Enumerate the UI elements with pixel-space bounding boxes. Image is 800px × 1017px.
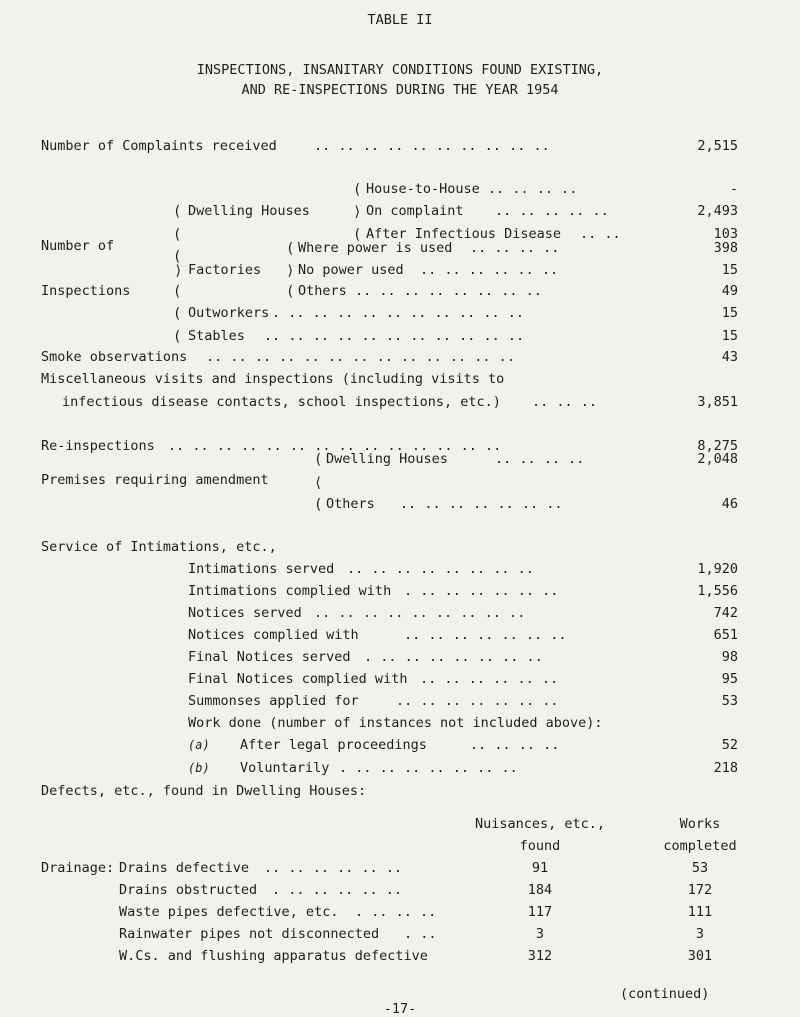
defect-dots: . ..: [404, 926, 437, 942]
intimation-row-value: 1,920: [697, 561, 738, 577]
table-title: TABLE II: [367, 12, 433, 28]
col-works-header-1: Works: [679, 816, 721, 832]
after-infectious-dots: .. ..: [580, 226, 621, 242]
defect-dots: . .. .. ..: [355, 904, 437, 920]
intimation-row-value: 742: [713, 605, 738, 621]
defect-label: Drains obstructed: [119, 882, 258, 898]
stables-dots: .. .. .. .. .. .. .. .. .. .. ..: [264, 328, 525, 344]
intimation-row-label: Final Notices served: [188, 649, 351, 665]
factory-others-dots: .. .. .. .. .. .. .. ..: [355, 283, 542, 299]
misc-line-2: infectious disease contacts, school inspections, etc.): [62, 394, 501, 410]
outworkers-label: Outworkers: [188, 305, 270, 321]
no-power-label: No power used: [298, 262, 404, 278]
voluntary-value: 218: [713, 760, 738, 776]
after-infectious-value: 103: [713, 226, 738, 242]
on-complaint-value: 2,493: [697, 203, 738, 219]
voluntary-marker: (b): [188, 761, 210, 775]
defect-found: 312: [527, 948, 553, 964]
misc-dots: .. .. ..: [532, 394, 598, 410]
outworkers-value: 15: [721, 305, 738, 321]
subtitle-line-1: INSPECTIONS, INSANITARY CONDITIONS FOUND EXISTING,: [196, 62, 604, 78]
power-used-value: 398: [713, 240, 738, 256]
house-to-house-dots: .. .. .. ..: [488, 181, 578, 197]
defect-label: W.Cs. and flushing apparatus defective: [119, 948, 428, 964]
voluntary-label: Voluntarily: [240, 760, 330, 776]
defect-found: 184: [527, 882, 553, 898]
intimation-row-value: 651: [713, 627, 738, 643]
no-power-dots: .. .. .. .. .. ..: [420, 262, 559, 278]
intimation-row-dots: . .. .. .. .. .. .. ..: [364, 649, 543, 665]
col-nuisances-header-2: found: [519, 838, 561, 854]
factories-label: Factories: [188, 262, 262, 278]
intimation-row-label: Final Notices complied with: [188, 671, 408, 687]
house-to-house-value: -: [729, 181, 738, 197]
defect-label: Drains defective: [119, 860, 250, 876]
premises-others-dots: .. .. .. .. .. .. ..: [400, 496, 563, 512]
premises-label: Premises requiring amendment: [41, 472, 269, 488]
defect-label: Waste pipes defective, etc.: [119, 904, 339, 920]
work-done-label: Work done (number of instances not included above):: [188, 715, 603, 731]
smoke-value: 43: [721, 349, 738, 365]
legal-label: After legal proceedings: [240, 737, 427, 753]
intimation-row-label: Intimations served: [188, 561, 335, 577]
on-complaint-label: On complaint: [366, 203, 464, 219]
intimation-row-label: Notices served: [188, 605, 302, 621]
intimation-row-value: 98: [721, 649, 738, 665]
power-used-label: Where power is used: [298, 240, 453, 256]
legal-dots: .. .. .. ..: [470, 737, 560, 753]
subtitle-line-2: AND RE-INSPECTIONS DURING THE YEAR 1954: [241, 82, 559, 98]
misc-value: 3,851: [697, 394, 738, 410]
smoke-dots: .. .. .. .. .. .. .. .. .. .. .. .. ..: [206, 349, 515, 365]
defect-completed: 111: [687, 904, 713, 920]
intimation-row-value: 95: [721, 671, 738, 687]
premises-dwelling-dots: .. .. .. ..: [495, 451, 585, 467]
reinspections-dots: .. .. .. .. .. .. .. .. .. .. .. .. .. ..: [168, 438, 502, 454]
smoke-label: Smoke observations: [41, 349, 188, 365]
intimation-row-label: Intimations complied with: [188, 583, 392, 599]
reinspections-label: Re-inspections: [41, 438, 155, 454]
dwelling-houses-label: Dwelling Houses: [188, 203, 310, 219]
complaints-value: 2,515: [697, 138, 738, 154]
intimation-row-dots: .. .. .. .. .. .. ..: [404, 627, 567, 643]
inspections-label-line-1: Number of: [41, 238, 115, 254]
continued-note: (continued): [620, 986, 710, 1002]
outworkers-dots: . .. .. .. .. .. .. .. .. .. ..: [272, 305, 524, 321]
intimation-row-dots: .. .. .. .. .. .. .. ..: [347, 561, 534, 577]
defect-found: 117: [527, 904, 553, 920]
premises-others-value: 46: [721, 496, 738, 512]
defect-label: Rainwater pipes not disconnected: [119, 926, 380, 942]
defect-dots: . .. .. .. .. ..: [272, 882, 403, 898]
complaints-dots: .. .. .. .. .. .. .. .. .. ..: [314, 138, 550, 154]
voluntary-dots: . .. .. .. .. .. .. ..: [339, 760, 518, 776]
factory-others-value: 49: [721, 283, 738, 299]
defect-completed: 301: [687, 948, 713, 964]
defect-completed: 172: [687, 882, 713, 898]
intimation-row-value: 53: [721, 693, 738, 709]
legal-marker: (a): [188, 738, 210, 752]
stables-value: 15: [721, 328, 738, 344]
after-infectious-label: After Infectious Disease: [366, 226, 562, 242]
intimation-row-label: Notices complied with: [188, 627, 359, 643]
defect-found: 91: [531, 860, 549, 876]
premises-others-label: Others: [326, 496, 375, 512]
intimation-row-dots: .. .. .. .. .. ..: [420, 671, 559, 687]
no-power-value: 15: [721, 262, 738, 278]
intimation-row-value: 1,556: [697, 583, 738, 599]
defect-completed: 3: [695, 926, 705, 942]
defect-completed: 53: [691, 860, 709, 876]
on-complaint-dots: .. .. .. .. ..: [495, 203, 609, 219]
intimations-heading: Service of Intimations, etc.,: [41, 539, 277, 555]
intimation-row-dots: . .. .. .. .. .. ..: [404, 583, 559, 599]
stables-label: Stables: [188, 328, 245, 344]
col-works-header-2: completed: [663, 838, 737, 854]
inspections-label-line-2: Inspections: [41, 283, 131, 299]
intimation-row-label: Summonses applied for: [188, 693, 359, 709]
reinspections-value: 8,275: [697, 438, 738, 454]
house-to-house-label: House-to-House: [366, 181, 480, 197]
intimation-row-dots: .. .. .. .. .. .. ..: [396, 693, 559, 709]
drainage-label: Drainage:: [41, 860, 115, 876]
defect-dots: .. .. .. .. .. ..: [264, 860, 403, 876]
col-nuisances-header-1: Nuisances, etc.,: [474, 816, 606, 832]
premises-dwelling-label: Dwelling Houses: [326, 451, 448, 467]
defects-heading: Defects, etc., found in Dwelling Houses:: [41, 783, 367, 799]
power-used-dots: .. .. .. ..: [470, 240, 560, 256]
misc-line-1: Miscellaneous visits and inspections (including visits to: [41, 371, 505, 387]
intimation-row-dots: .. .. .. .. .. .. .. .. ..: [314, 605, 526, 621]
complaints-label: Number of Complaints received: [41, 138, 277, 154]
legal-value: 52: [721, 737, 738, 753]
premises-dwelling-value: 2,048: [697, 451, 738, 467]
defect-found: 3: [535, 926, 545, 942]
factory-others-label: Others: [298, 283, 347, 299]
page-number: -17-: [383, 1001, 417, 1017]
